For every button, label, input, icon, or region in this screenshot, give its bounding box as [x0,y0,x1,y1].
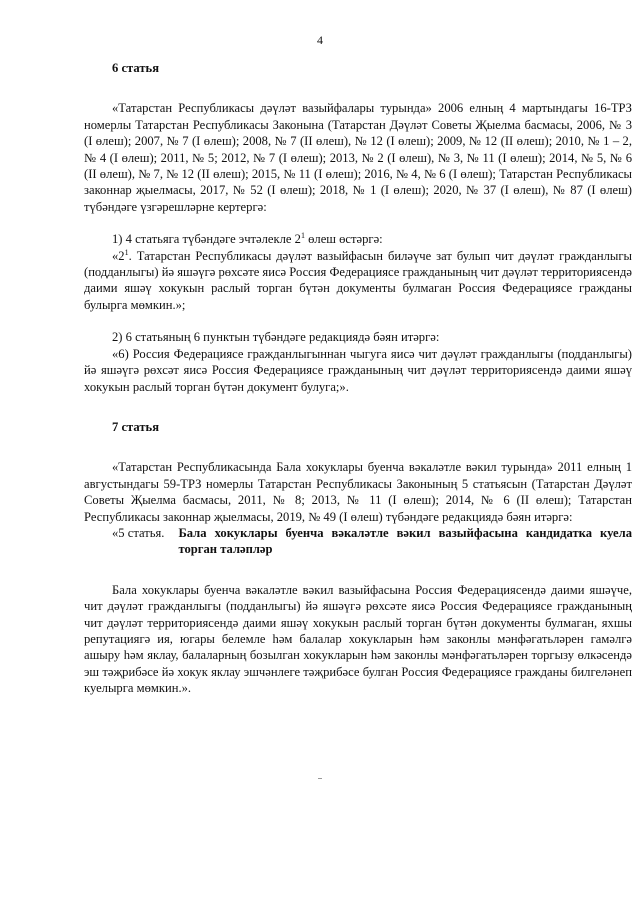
article-6-item-1 [84,231,632,247]
item-1-superscript: 1 [300,231,305,241]
article-6-item-2: 2) 6 статьяның 6 пунктын түбәндәге редакциядә бәян итәргә: [112,330,440,345]
item-1-text-a: 1) 4 статьяга түбәндәге эчтәлекле 2 [112,232,301,247]
article-7-heading: 7 статья [112,419,160,434]
document-body [84,60,632,697]
quote-1-text-a: «2 [112,248,125,263]
quote-1-superscript: 1 [124,247,129,257]
article-5-title: Бала хокуклары буенча вәкаләтле вәкил вазыйфасына кандидатка куела торган таләпләр [178,525,632,557]
article-6-quote-2: «6) Россия Федерациясе гражданлыгыннан чыгуга яисә чит дәүләт гражданлыгы (подданлыгы) йә яшәүгә рөхсәт яисә Россия Федерациясе гражданының чит дәүләт территориясендә даими яшәү хокукын раслый торган бүтән документ булуга;». [84,346,632,394]
article-6-heading: 6 статья [112,61,160,75]
article-7-intro: «Татарстан Республикасында Бала хокуклары буенча вәкаләтле вәкил турында» 2011 елның 1 августындагы 59-ТРЗ номерлы Татарстан Республикасы Законының 5 статьясын (Татарстан Дәүләт Советы Җыелма басмасы, 2011, № 8; 2013, № 11 (I өлеш); 2014, № 6 (II өлеш); Татарстан Республикасы законнар җыелмасы, 2019, № 49 (I өлеш) түбәндәге редакциядә бәян итәргә: [84,460,632,524]
article-7-body: Бала хокуклары буенча вәкаләтле вәкил вазыйфасына Россия Федерациясендә даими яшәүче, чит дәүләт гражданлыгы (подданлыгы) йә яшәүгә рөхсәте яисә Россия Федерациясе гражданының чит дәүләт территориясендә даими яшәү хокукын раслый торган бүтән документы булмаган, яхшы репутациягә ия, югары белемле һәм балалар хокукларын һәм законлы мәнфәгатьләрен гамәлгә ашыру һәм яклау, балаларның бозылган хокукларын һәм законлы мәнфәгатьләрен торгызу өлкәсендә эш тәҗрибәсе йә хокук яклау эшчәнлеге тәҗрибәсе булган Россия Федерациясе гражданы билгеләнеп куелырга мөмкин.». [84,582,632,696]
page-number: 4 [317,33,323,47]
article-5-title-block [84,525,632,558]
item-1-text-b: өлеш өстәргә: [304,232,383,247]
article-6-quote-1 [84,248,632,314]
scan-artifact [318,778,322,779]
quote-1-text-b: . Татарстан Республикасы дәүләт вазыйфасын биләүче зат булып чит дәүләт гражданлыгы (подданлыгы) йә яшәүгә рөхсәте яисә Россия Федерациясе гражданының чит дәүләт территориясендә даими яшәү хокукын раслый торган бүтән документы булмаган Россия Федерациясе гражданы булырга мөмкин.»; [84,248,633,312]
article-5-label: «5 статья. [112,525,165,540]
article-6-intro: «Татарстан Республикасы дәүләт вазыйфалары турында» 2006 елның 4 мартындагы 16-ТРЗ номерлы Татарстан Республикасы Законына (Татарстан Дәүләт Советы Җыелма басмасы, 2006, № 3 (I өлеш); 2007, № 7 (I өлеш); 2008, № 7 (II өлеш), № 12 (I өлеш); 2009, № 12 (II өлеш); 2010, № 1 – 2, № 4 (I өлеш); 2011, № 5; 2012, № 7 (I өлеш); 2013, № 2 (I өлеш), № 3, № 11 (I өлеш); 2014, № 5, № 6 (II өлеш), № 7, № 12 (II өлеш); 2015, № 11 (I өлеш); 2016, № 4, № 6 (I өлеш); Татарстан Республикасы законнар җыелмасы, 2017, № 52 (I өлеш); 2018, № 1 (I өлеш); 2020, № 37 (I өлеш), № 87 (I өлеш) түбәндәге үзгәрешләрне кертергә: [84,101,632,214]
